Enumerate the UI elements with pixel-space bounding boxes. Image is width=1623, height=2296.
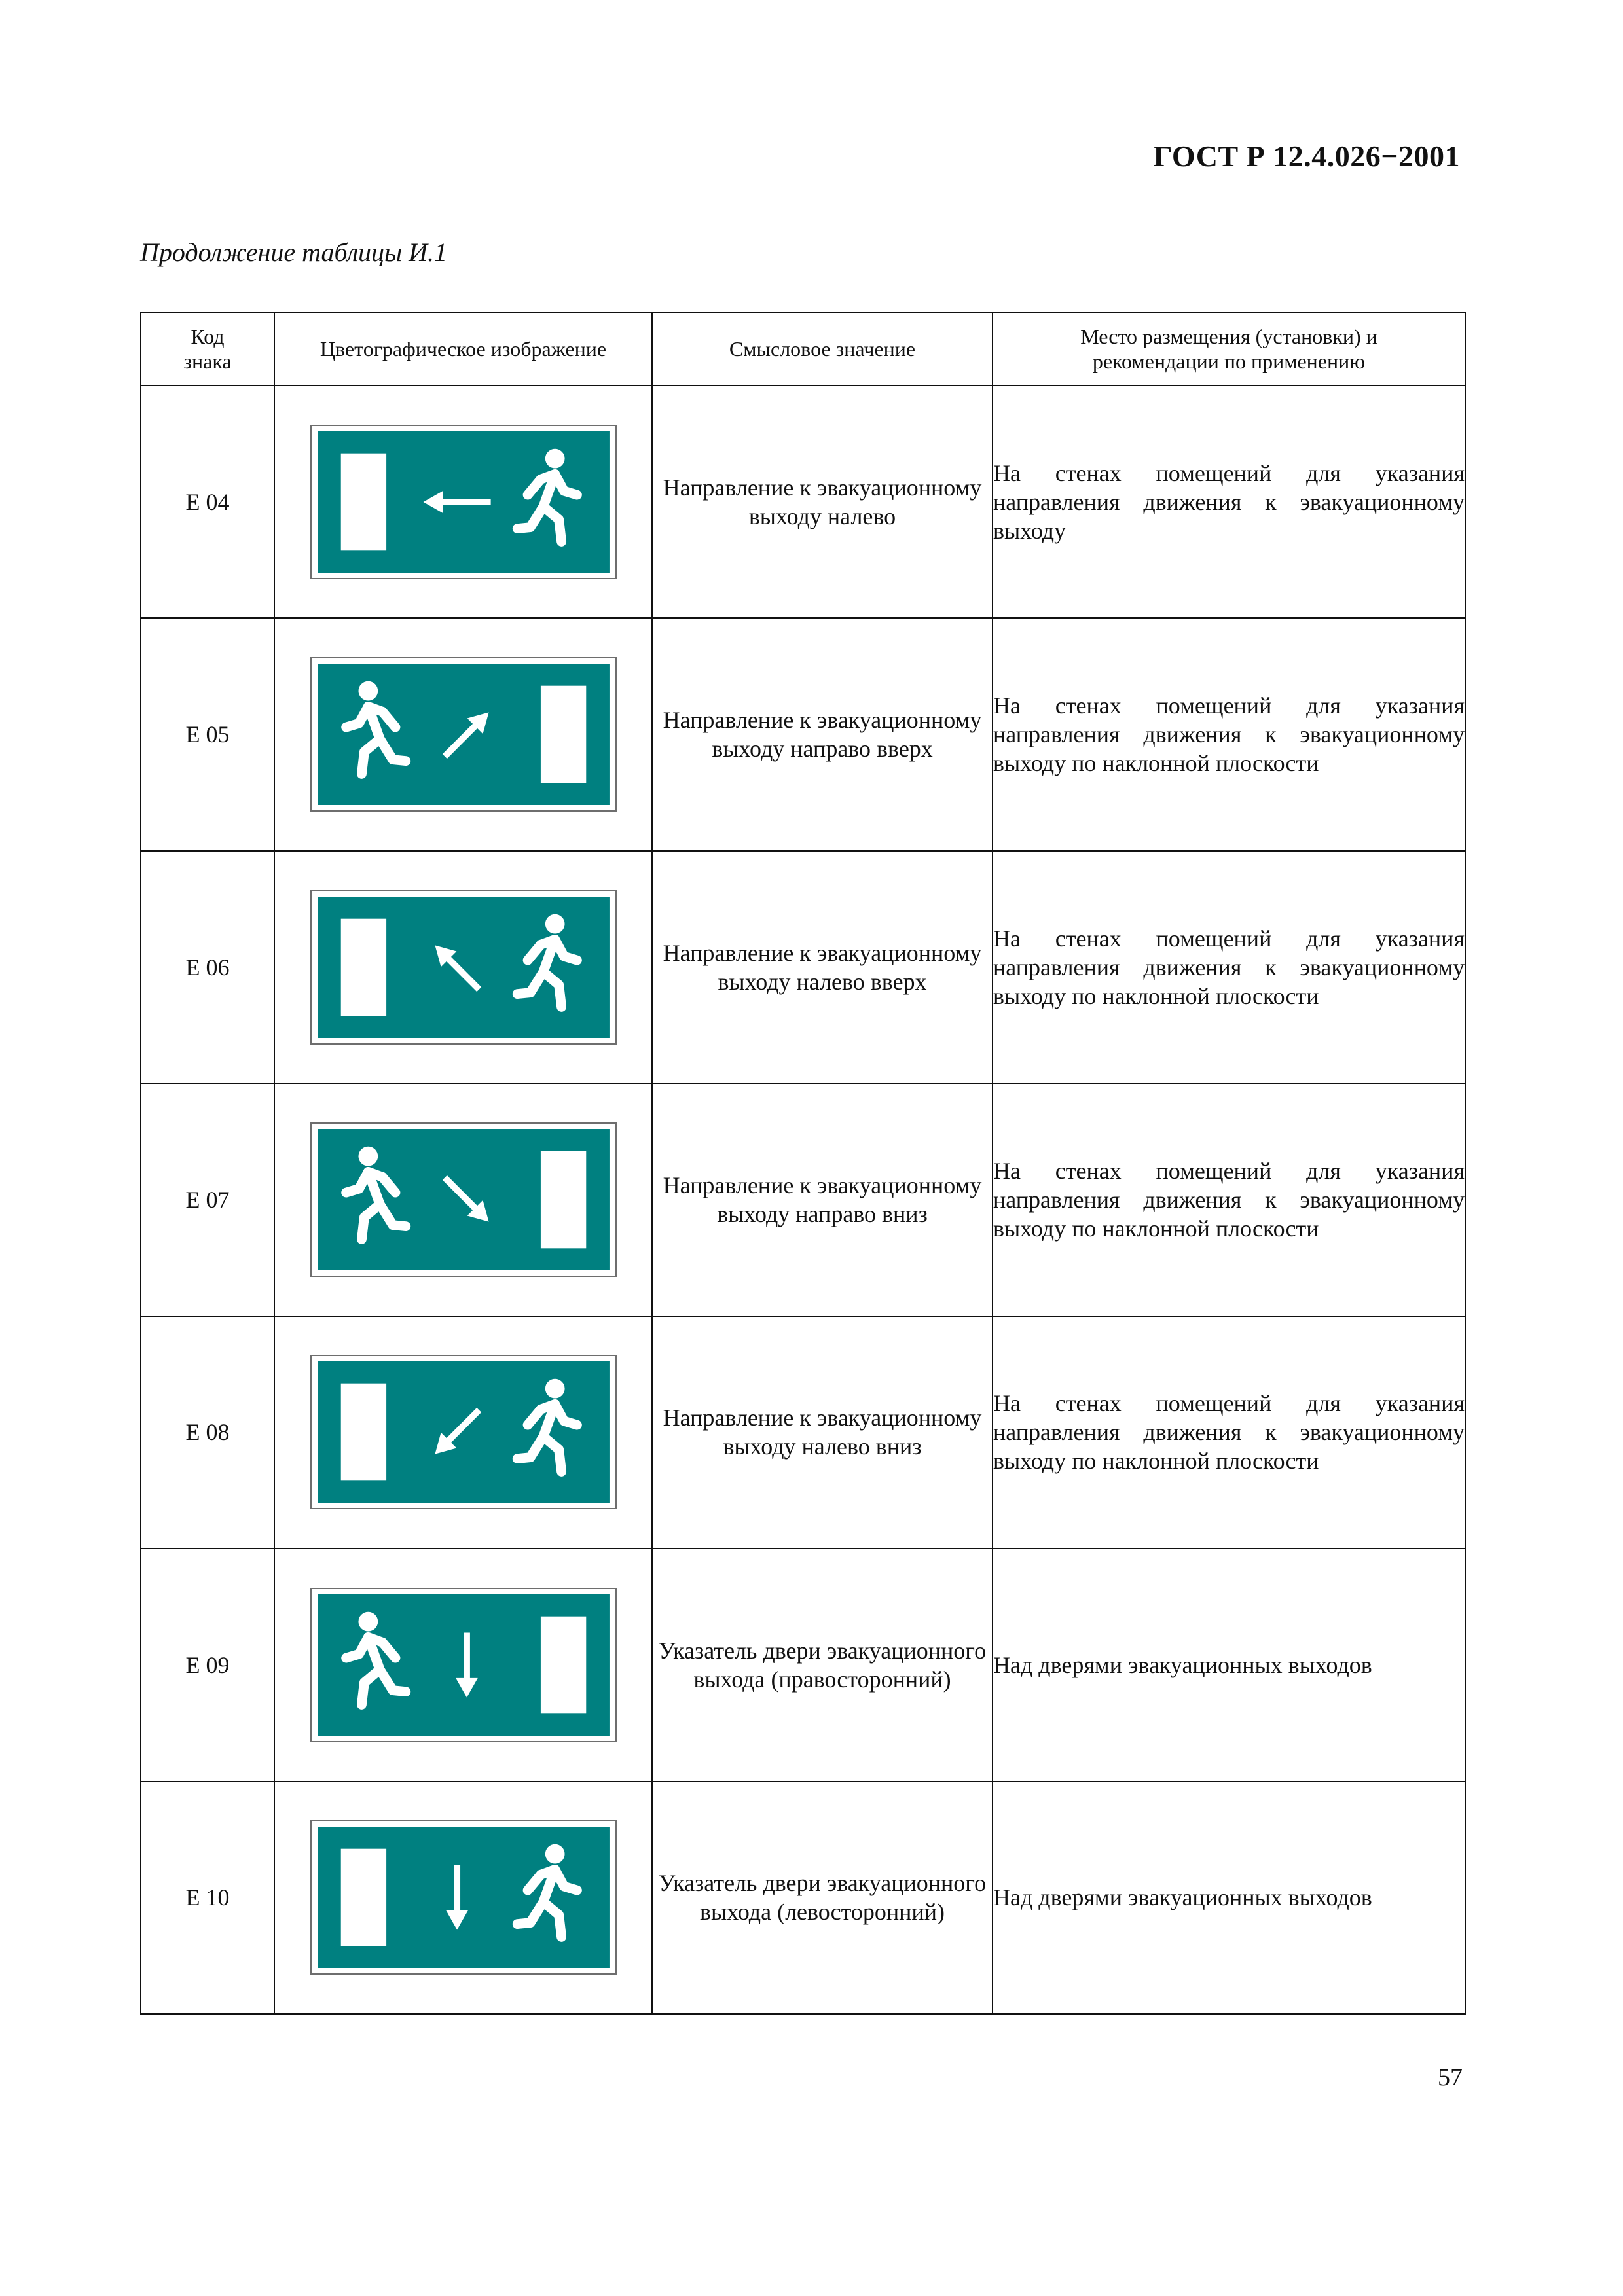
sign-meaning: Указатель двери эвакуационного выхода (левосторонний) bbox=[652, 1782, 993, 2014]
table-row bbox=[141, 851, 1465, 1083]
sign-meaning: Направление к эвакуационному выходу налево bbox=[652, 386, 993, 618]
running-man-exit-left-arrow-up-left-icon bbox=[317, 897, 610, 1038]
signs-table bbox=[140, 312, 1466, 2015]
sign-image-cell bbox=[274, 1083, 652, 1316]
sign-image-cell bbox=[274, 618, 652, 850]
exit-door-shape bbox=[340, 918, 386, 1016]
sign-placement: На стенах помещений для указания направления движения к эвакуационному выходу по наклонной плоскости bbox=[993, 618, 1465, 850]
sign-image-cell bbox=[274, 386, 652, 618]
sign-placement: Над дверями эвакуационных выходов bbox=[993, 1782, 1465, 2014]
page-number: 57 bbox=[1438, 2064, 1463, 2091]
evacuation-sign bbox=[310, 657, 617, 812]
running-man-exit-right-arrow-up-right-icon bbox=[317, 664, 610, 805]
table-header-row bbox=[141, 312, 1465, 386]
exit-door-shape bbox=[540, 686, 585, 783]
running-man-exit-left-arrow-down-left-icon bbox=[317, 1361, 610, 1503]
sign-code: Е 10 bbox=[141, 1782, 274, 2014]
table-row bbox=[141, 386, 1465, 618]
sign-meaning: Направление к эвакуационному выходу направо вниз bbox=[652, 1083, 993, 1316]
evacuation-sign bbox=[310, 1588, 617, 1742]
sign-meaning: Направление к эвакуационному выходу направо вверх bbox=[652, 618, 993, 850]
evacuation-sign bbox=[310, 1122, 617, 1277]
running-man-exit-right-arrow-down-icon bbox=[317, 1594, 610, 1736]
sign-image-cell bbox=[274, 1316, 652, 1549]
sign-placement: Над дверями эвакуационных выходов bbox=[993, 1549, 1465, 1781]
header-placement: Место размещения (установки) и рекомендации по применению bbox=[993, 312, 1465, 386]
header-code: Код знака bbox=[141, 312, 274, 386]
table-row bbox=[141, 1549, 1465, 1781]
exit-door-shape bbox=[540, 1151, 585, 1249]
sign-code: Е 08 bbox=[141, 1316, 274, 1549]
evacuation-sign bbox=[310, 425, 617, 579]
table-caption: Продолжение таблицы И.1 bbox=[140, 238, 447, 267]
running-man-exit-left-arrow-down-icon bbox=[317, 1827, 610, 1968]
sign-code: Е 07 bbox=[141, 1083, 274, 1316]
sign-image-cell bbox=[274, 851, 652, 1083]
table-row bbox=[141, 618, 1465, 850]
sign-placement: На стенах помещений для указания направления движения к эвакуационному выходу по наклонной плоскости bbox=[993, 851, 1465, 1083]
sign-placement: На стенах помещений для указания направления движения к эвакуационному выходу bbox=[993, 386, 1465, 618]
sign-code: Е 06 bbox=[141, 851, 274, 1083]
table-row bbox=[141, 1782, 1465, 2014]
sign-image-cell bbox=[274, 1782, 652, 2014]
exit-door-shape bbox=[340, 1384, 386, 1481]
sign-code: Е 09 bbox=[141, 1549, 274, 1781]
header-image: Цветографическое изображение bbox=[274, 312, 652, 386]
evacuation-sign bbox=[310, 890, 617, 1045]
sign-code: Е 05 bbox=[141, 618, 274, 850]
sign-placement: На стенах помещений для указания направления движения к эвакуационному выходу по наклонной плоскости bbox=[993, 1316, 1465, 1549]
table-row bbox=[141, 1316, 1465, 1549]
exit-door-shape bbox=[540, 1617, 585, 1714]
sign-meaning: Направление к эвакуационному выходу налево вниз bbox=[652, 1316, 993, 1549]
running-man-exit-right-arrow-down-right-icon bbox=[317, 1129, 610, 1270]
header-meaning: Смысловое значение bbox=[652, 312, 993, 386]
table-row bbox=[141, 1083, 1465, 1316]
exit-door-shape bbox=[340, 1849, 386, 1946]
sign-code: Е 04 bbox=[141, 386, 274, 618]
exit-door-shape bbox=[340, 453, 386, 550]
running-man-exit-left-arrow-left-icon bbox=[317, 431, 610, 573]
sign-placement: На стенах помещений для указания направления движения к эвакуационному выходу по наклонной плоскости bbox=[993, 1083, 1465, 1316]
evacuation-sign bbox=[310, 1355, 617, 1509]
sign-image-cell bbox=[274, 1549, 652, 1781]
evacuation-sign bbox=[310, 1820, 617, 1975]
sign-meaning: Указатель двери эвакуационного выхода (правосторонний) bbox=[652, 1549, 993, 1781]
sign-meaning: Направление к эвакуационному выходу налево вверх bbox=[652, 851, 993, 1083]
document-code: ГОСТ Р 12.4.026−2001 bbox=[1153, 139, 1460, 173]
